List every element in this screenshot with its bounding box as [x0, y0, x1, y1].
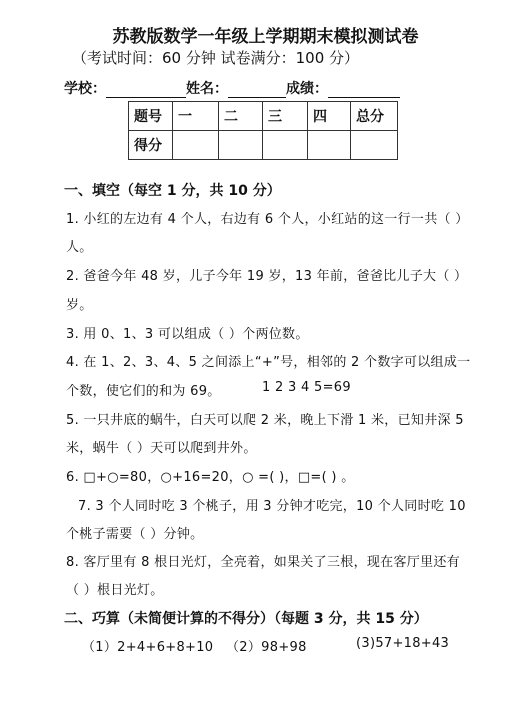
score-blank[interactable] — [328, 81, 400, 98]
question-line: 2. 爸爸今年 48 岁，儿子今年 19 岁，13 年前，爸爸比儿子大（ ） — [66, 269, 468, 284]
score-table-cell: 总分 — [351, 102, 398, 131]
school-label: 学校： — [64, 81, 106, 97]
calc-item: (3)57+18+43 — [356, 636, 450, 651]
question-line: 3. 用 0、1、3 可以组成（ ）个两位数。 — [66, 327, 309, 342]
question-line: （ ）根日光灯。 — [66, 583, 164, 598]
section-1-heading: 一、填空（每空 1 分，共 10 分） — [64, 183, 281, 199]
question-line: 个数，使它们的和为 69。 — [66, 384, 221, 399]
question-line: 个桃子需要（ ）分钟。 — [66, 527, 204, 542]
score-entry[interactable] — [263, 131, 308, 160]
score-table-score-row — [129, 131, 398, 160]
score-entry[interactable] — [173, 131, 219, 160]
school-blank[interactable] — [106, 81, 186, 98]
exam-info: （考试时间：60 分钟 试卷满分：100 分） — [72, 49, 360, 67]
score-row-label: 得分 — [129, 131, 173, 160]
score-table-cell: 一 — [173, 102, 219, 131]
score-label: 成绩： — [286, 81, 328, 97]
score-table — [128, 101, 398, 160]
score-entry[interactable] — [219, 131, 263, 160]
question-line: 人。 — [66, 240, 93, 255]
score-table-cell: 题号 — [129, 102, 173, 131]
name-label: 姓名： — [186, 81, 228, 97]
score-table-cell: 三 — [263, 102, 308, 131]
score-entry[interactable] — [351, 131, 398, 160]
question-line: 1. 小红的左边有 4 个人，右边有 6 个人，小红站的这一行一共（ ） — [66, 212, 469, 227]
question-line: 米，蜗牛（ ）天可以爬到井外。 — [66, 441, 257, 456]
section-2-heading: 二、巧算（未简便计算的不得分）（每题 3 分，共 15 分） — [64, 611, 428, 627]
question-line: 岁。 — [66, 298, 93, 313]
question-line: 5. 一只井底的蜗牛，白天可以爬 2 米，晚上下滑 1 米，已知井深 5 — [66, 413, 464, 428]
question-line: 4. 在 1、2、3、4、5 之间添上“+”号，相邻的 2 个数字可以组成一 — [66, 355, 471, 370]
name-blank[interactable] — [228, 81, 286, 98]
score-table-header-row — [129, 102, 398, 131]
page-title: 苏教版数学一年级上学期期末模拟测试卷 — [112, 27, 419, 47]
question-line: 6. □+○=80，○+16=20，○ =( )，□=( ) 。 — [66, 470, 355, 485]
calc-item: （1）2+4+6+8+10 — [82, 640, 214, 655]
question-line: 8. 客厅里有 8 根日光灯，全亮着，如果关了三根，现在客厅里还有 — [66, 555, 460, 570]
calc-item: （2）98+98 — [226, 640, 307, 655]
question-line: 7. 3 个人同时吃 3 个桃子，用 3 分钟才吃完，10 个人同时吃 10 — [78, 499, 466, 514]
student-info-line — [64, 78, 400, 98]
score-entry[interactable] — [308, 131, 351, 160]
score-table-cell: 二 — [219, 102, 263, 131]
question-line: 1 2 3 4 5=69 — [262, 380, 351, 395]
score-table-cell: 四 — [308, 102, 351, 131]
